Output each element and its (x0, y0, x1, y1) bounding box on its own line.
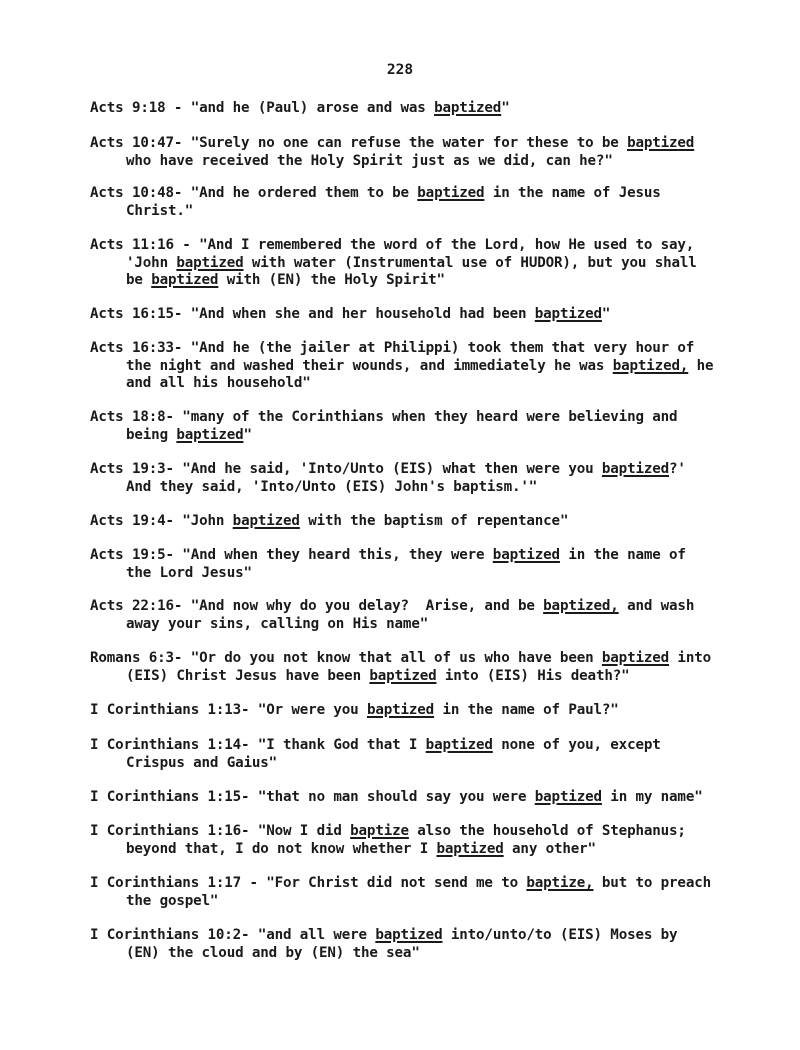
line-text: be (126, 272, 152, 288)
underlined-word: baptize, (526, 875, 594, 891)
entry-line (90, 340, 750, 358)
line-text: I Corinthians 10:2- "and all were (90, 927, 376, 943)
line-text: " (601, 306, 611, 322)
line-text: and wash (618, 598, 695, 614)
scripture-entry (90, 927, 750, 962)
line-text: in the name of (559, 547, 686, 563)
underlined-word: baptized (434, 100, 502, 116)
line-text: Acts 18:8- "many of the Corinthians when they heard were believing and (90, 409, 678, 425)
underlined-word: baptized (436, 840, 504, 857)
entry-line (90, 255, 750, 273)
entry-line (90, 272, 750, 290)
line-text: the Lord Jesus" (126, 564, 252, 581)
scripture-entry (90, 100, 750, 118)
line-text: any other" (503, 840, 596, 857)
line-text: and all his household" (126, 375, 311, 391)
line-text: Crispus and Gaius" (126, 754, 278, 771)
entry-line (90, 823, 750, 841)
line-text: Romans 6:3- "Or do you not know that all of us who have been (90, 650, 602, 666)
entry-line (90, 358, 750, 376)
underlined-word: baptized (627, 135, 695, 151)
scripture-entry (90, 650, 750, 685)
scripture-entry (90, 237, 750, 290)
line-text: I Corinthians 1:15- "that no man should say you were (90, 789, 535, 805)
entry-line (90, 547, 750, 565)
line-text: Acts 22:16- "And now why do you delay? Arise, and be (90, 598, 544, 614)
entry-line (90, 737, 750, 755)
entry-line (90, 306, 750, 324)
line-text: into (EIS) His death?" (436, 667, 630, 684)
scripture-entry (90, 513, 750, 531)
line-text: Acts 10:47- "Surely no one can refuse the water for these to be (90, 135, 628, 151)
line-text: Acts 19:5- "And when they heard this, they were (90, 547, 493, 563)
scripture-entry (90, 547, 750, 582)
underlined-word: baptized (425, 737, 493, 753)
line-text: the night and washed their wounds, and immediately he was (126, 357, 613, 374)
line-text: " (501, 100, 510, 116)
entry-line (90, 755, 750, 773)
entry-line (90, 375, 750, 393)
line-text: but to preach (593, 875, 711, 891)
entry-line (90, 668, 750, 686)
line-text: And they said, 'Into/Unto (EIS) John's baptism.'" (126, 478, 538, 495)
line-text: Acts 11:16 - "And I remembered the word of the Lord, how He used to say, (90, 237, 695, 253)
entry-line (90, 650, 750, 668)
scripture-entry (90, 702, 750, 720)
line-text: also the household of Stephanus; (408, 823, 686, 839)
scripture-entry (90, 409, 750, 444)
line-text: I Corinthians 1:13- "Or were you (90, 702, 367, 718)
entry-line (90, 565, 750, 583)
underlined-word: baptized (534, 789, 602, 805)
underlined-word: baptized (417, 185, 485, 201)
entry-line (90, 100, 750, 118)
line-text: none of you, except (492, 737, 661, 753)
line-text: 'John (126, 254, 177, 271)
entry-line (90, 409, 750, 427)
scripture-entry (90, 598, 750, 633)
line-text: away your sins, calling on His name" (126, 615, 429, 632)
line-text: the gospel" (126, 892, 219, 909)
line-text: Acts 19:4- "John (90, 513, 233, 529)
scripture-entry (90, 185, 750, 220)
line-text: with the baptism of repentance" (299, 513, 569, 529)
entry-line (90, 927, 750, 945)
line-text: beyond that, I do not know whether I (126, 840, 437, 857)
page-number: 228 (386, 62, 414, 78)
line-text: I Corinthians 1:17 - "For Christ did not send me to (90, 875, 527, 891)
entry-line (90, 203, 750, 221)
entry-line (90, 185, 750, 203)
entry-line (90, 702, 750, 720)
scripture-entry (90, 135, 750, 170)
underlined-word: baptized (176, 254, 244, 271)
entry-line (90, 616, 750, 634)
line-text: in the name of Paul?" (434, 702, 619, 718)
line-text: into/unto/to (EIS) Moses by (442, 927, 678, 943)
entry-line (90, 237, 750, 255)
line-text: with (EN) the Holy Spirit" (218, 272, 445, 288)
line-text: (EN) the cloud and by (EN) the sea" (126, 944, 420, 961)
underlined-word: baptized, (612, 357, 689, 374)
line-text: who have received the Holy Spirit just as we did, can he?" (126, 152, 613, 169)
line-text: Acts 16:15- "And when she and her household had been (90, 306, 535, 322)
underlined-word: baptized (601, 461, 670, 477)
underlined-word: baptized (151, 272, 219, 288)
line-text: ?' (669, 461, 686, 477)
scripture-entry (90, 737, 750, 772)
line-text: being (126, 426, 177, 443)
line-text: Acts 10:48- "And he ordered them to be (90, 185, 418, 201)
entry-line (90, 841, 750, 859)
line-text: into (669, 650, 711, 666)
entry-line (90, 893, 750, 911)
line-text: I Corinthians 1:14- "I thank God that I (90, 737, 426, 753)
entry-line (90, 427, 750, 445)
line-text: (EIS) Christ Jesus have been (126, 667, 370, 684)
underlined-word: baptized (492, 547, 560, 563)
line-text: " (243, 426, 252, 443)
entry-line (90, 598, 750, 616)
line-text: Christ." (126, 202, 194, 219)
line-text: in the name of Jesus (484, 185, 661, 201)
underlined-word: baptized (366, 702, 435, 718)
underlined-word: baptized (232, 513, 300, 529)
scripture-entry (90, 340, 750, 393)
scripture-entry (90, 461, 750, 496)
entry-line (90, 945, 750, 963)
line-text: Acts 19:3- "And he said, 'Into/Unto (EIS) what then were you (90, 461, 602, 477)
line-text: Acts 9:18 - "and he (Paul) arose and was (90, 100, 435, 116)
underlined-word: baptized (369, 667, 437, 684)
scripture-entry (90, 823, 750, 858)
entry-line (90, 513, 750, 531)
entry-line (90, 875, 750, 893)
line-text: I Corinthians 1:16- "Now I did (90, 823, 351, 839)
entry-line (90, 479, 750, 497)
scripture-entry (90, 875, 750, 910)
underlined-word: baptized (601, 650, 670, 666)
scripture-entry (90, 789, 750, 807)
underlined-word: baptized (534, 306, 602, 322)
entry-line (90, 135, 750, 153)
underlined-word: baptized (176, 426, 244, 443)
line-text: in my name" (601, 789, 703, 805)
entry-line (90, 153, 750, 171)
line-text: with water (Instrumental use of HUDOR), but you shall (243, 254, 697, 271)
underlined-word: baptized, (543, 598, 619, 614)
entry-line (90, 789, 750, 807)
underlined-word: baptized (375, 927, 443, 943)
underlined-word: baptize (350, 823, 409, 839)
line-text: Acts 16:33- "And he (the jailer at Philippi) took them that very hour of (90, 340, 695, 356)
entry-line (90, 461, 750, 479)
scripture-entry (90, 306, 750, 324)
line-text: he (688, 357, 714, 374)
